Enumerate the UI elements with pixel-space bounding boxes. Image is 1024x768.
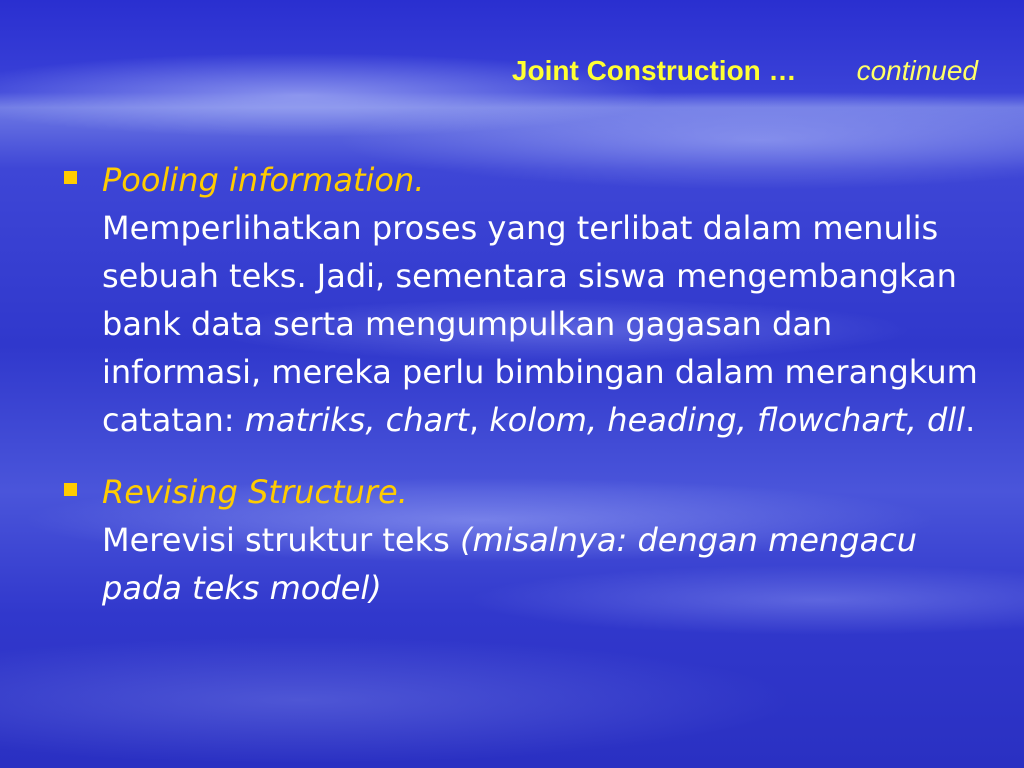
body-text: Merevisi struktur teks — [102, 521, 460, 559]
heading-period: . — [414, 161, 425, 199]
title-main: Joint Construction … — [511, 55, 797, 86]
body-separator: , — [468, 401, 490, 439]
body-text: Memperlihatkan proses yang terlibat dalam menulis sebuah teks. Jadi, sementara siswa mengembangkan bank data serta mengumpulkan gagasan dan informasi, mereka perlu bimbingan dalam merangkum catatan: — [102, 209, 978, 439]
slide-content — [62, 156, 992, 636]
item-body — [102, 204, 992, 444]
bullet-item-revising — [62, 468, 992, 612]
item-body — [102, 516, 992, 612]
bullet-item-pooling — [62, 156, 992, 444]
heading-text: Pooling information — [102, 161, 415, 199]
item-heading — [102, 468, 992, 516]
square-bullet-icon — [64, 171, 77, 184]
square-bullet-icon — [64, 483, 77, 496]
slide-title — [512, 55, 978, 87]
body-end: . — [965, 401, 976, 439]
title-continued: continued — [856, 55, 978, 86]
body-italic: matriks, chart — [244, 401, 469, 439]
body-italic: (misalnya: dengan mengacu pada teks model) — [102, 521, 918, 607]
heading-period: . — [397, 473, 408, 511]
item-heading — [102, 156, 992, 204]
body-italic-2: kolom, heading, flowchart, dll — [489, 401, 966, 439]
heading-text: Revising Structure — [102, 473, 398, 511]
